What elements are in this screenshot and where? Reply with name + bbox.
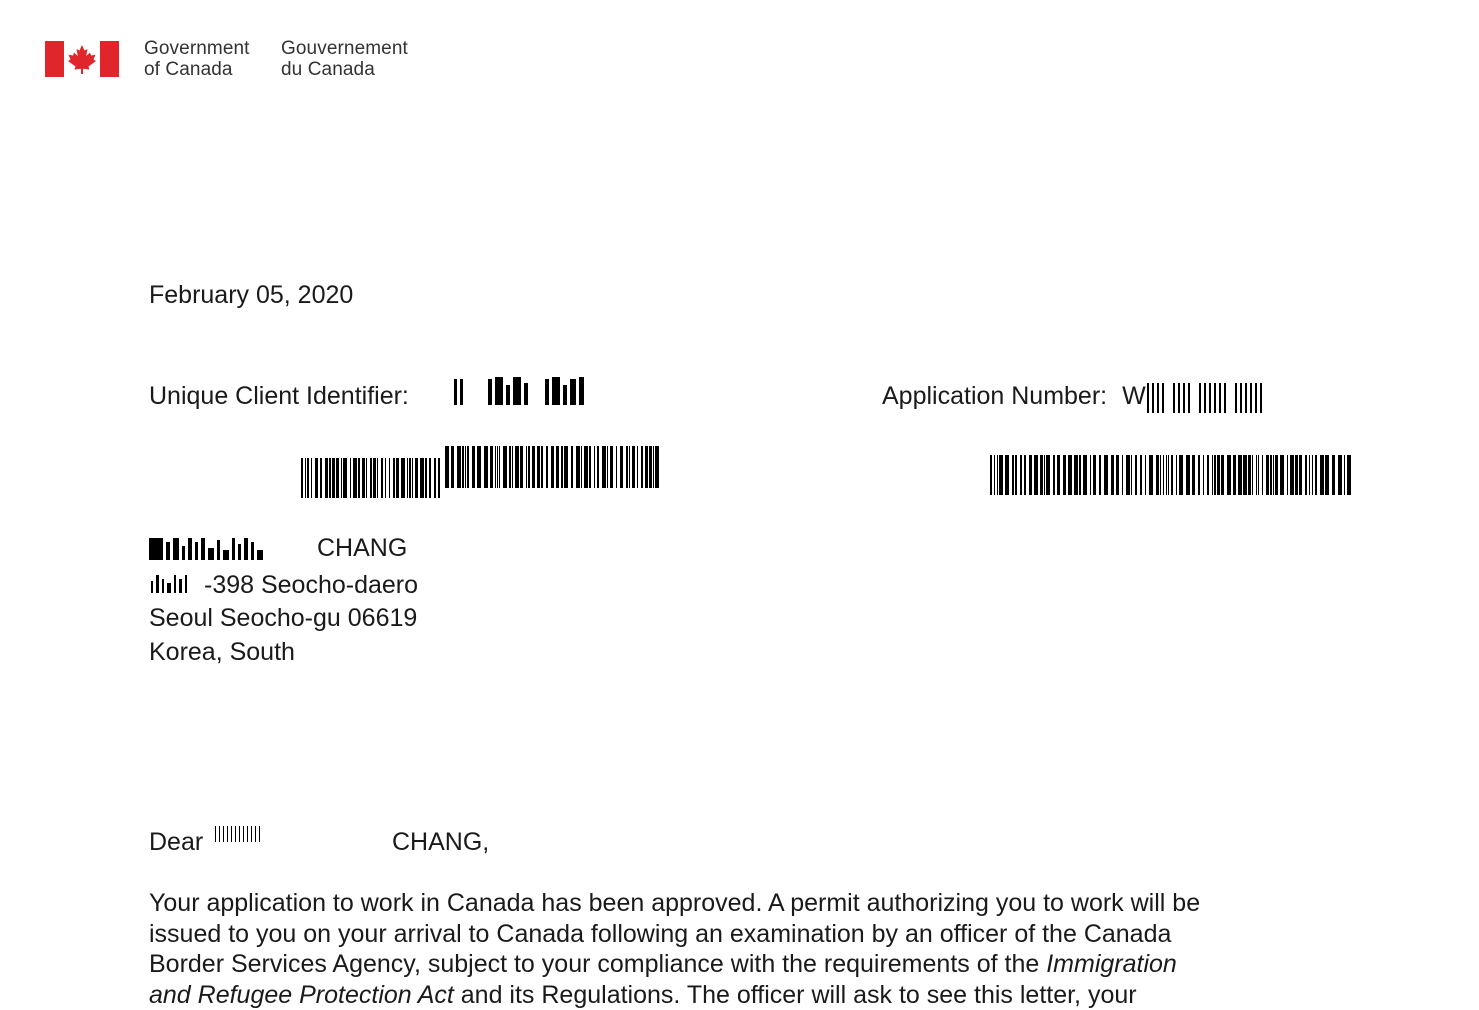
barcode-bar [332, 458, 335, 498]
salutation-surname: CHANG, [392, 827, 489, 857]
gov-en-line1: Government [144, 38, 250, 59]
address-city: Seoul Seocho-gu 06619 [149, 603, 417, 633]
barcode-bar [645, 446, 648, 488]
barcode-bar [1116, 455, 1119, 495]
barcode-bar [1243, 455, 1247, 495]
barcode-bar [434, 458, 436, 498]
application-number-label-text: Application Number: [882, 382, 1107, 410]
barcode-bar [305, 458, 306, 498]
barcode-bar [1131, 455, 1132, 495]
barcode-bar [1207, 455, 1209, 495]
barcode-bar [1266, 455, 1269, 495]
barcode-bar [1198, 455, 1200, 495]
barcode-bar [1135, 455, 1137, 495]
barcode-bar [584, 446, 588, 488]
barcode-bar [1295, 455, 1298, 495]
barcode-bar [472, 446, 475, 488]
salutation-given-name-redacted [215, 820, 260, 842]
barcode-bar [429, 458, 431, 498]
barcode-bar [556, 446, 559, 488]
barcode-bar [564, 446, 568, 488]
barcode-bar [353, 458, 357, 498]
barcode-bar [490, 446, 493, 488]
address-street: -398 Seocho-daero [204, 570, 418, 600]
barcode-bar [1012, 455, 1014, 495]
barcode-bar [377, 458, 378, 498]
barcode-bar [366, 458, 367, 498]
street-number-redacted [151, 573, 187, 593]
barcode-bar [546, 446, 548, 488]
uci-redacted-value [454, 377, 584, 405]
barcode-bar [1344, 455, 1345, 495]
barcode-bar [320, 458, 322, 498]
barcode-bar [465, 446, 466, 488]
barcode-bar [629, 446, 630, 488]
barcode-bar [425, 458, 427, 498]
barcode-bar [1149, 455, 1153, 495]
body-line-3 [149, 949, 1349, 980]
barcode-bar [597, 446, 599, 488]
barcode-bar [1034, 455, 1038, 495]
gov-en-line2: of Canada [144, 59, 250, 80]
barcode-bar [396, 458, 399, 498]
barcode-bar [415, 458, 418, 498]
barcode-bar [641, 446, 643, 488]
letter-date: February 05, 2020 [149, 280, 353, 310]
barcode-bar [409, 458, 411, 498]
barcode-bar [467, 446, 469, 488]
barcode-bar [655, 446, 659, 488]
given-name-redacted [149, 530, 263, 560]
barcode-bar [358, 458, 360, 498]
barcode-bar [1248, 455, 1251, 495]
barcode-bar [1192, 455, 1195, 495]
barcode-bar [1068, 455, 1072, 495]
barcode-bar [503, 446, 507, 488]
canada-flag-icon [45, 41, 119, 77]
barcode-bar [1145, 455, 1146, 495]
barcode-bar [1315, 455, 1317, 495]
barcode-bar [495, 446, 496, 488]
uci-barcode-left [301, 458, 441, 498]
barcode-bar [1046, 455, 1050, 495]
barcode-bar [1005, 455, 1009, 495]
barcode-bar [499, 446, 500, 488]
barcode-bar [307, 458, 309, 498]
barcode-bar [1044, 455, 1045, 495]
barcode-bar [1029, 455, 1032, 495]
barcode-bar [1111, 455, 1114, 495]
barcode-bar [1217, 455, 1220, 495]
barcode-bar [315, 458, 318, 498]
barcode-bar [1104, 455, 1108, 495]
barcode-bar [325, 458, 328, 498]
barcode-bar [370, 458, 372, 498]
barcode-bar [1083, 455, 1087, 495]
barcode-bar [1053, 455, 1055, 495]
barcode-bar [520, 446, 523, 488]
barcode-bar [1221, 455, 1224, 495]
act-title-refugee-protection: and Refugee Protection Act [149, 981, 454, 1009]
barcode-bar [1179, 455, 1183, 495]
barcode-bar [1227, 455, 1231, 495]
barcode-bar [420, 458, 424, 498]
barcode-bar [1057, 455, 1060, 495]
barcode-bar [457, 446, 461, 488]
barcode-bar [1186, 455, 1190, 495]
barcode-bar [512, 446, 513, 488]
barcode-bar [1287, 455, 1288, 495]
barcode-bar [594, 446, 595, 488]
body-line-3-text: Border Services Agency, subject to your compliance with the requirements of the [149, 950, 1046, 978]
barcode-bar [999, 455, 1003, 495]
barcode-bar [1258, 455, 1259, 495]
barcode-bar [626, 446, 628, 488]
barcode-bar [477, 446, 481, 488]
barcode-bar [1140, 455, 1142, 495]
act-title-immigration: Immigration [1046, 950, 1177, 978]
barcode-bar [637, 446, 638, 488]
barcode-bar [1203, 455, 1204, 495]
barcode-bar [1347, 455, 1351, 495]
barcode-bar [541, 446, 543, 488]
barcode-bar [571, 446, 573, 488]
barcode-bar [385, 458, 386, 498]
application-number-barcode [990, 455, 1352, 495]
barcode-bar [602, 446, 606, 488]
barcode-bar [1280, 455, 1284, 495]
barcode-bar [515, 446, 519, 488]
barcode-bar [1256, 455, 1257, 495]
uci-label: Unique Client Identifier: [149, 381, 409, 411]
barcode-bar [373, 458, 376, 498]
barcode-bar [412, 458, 413, 498]
barcode-bar [1171, 455, 1173, 495]
barcode-bar [990, 455, 992, 495]
barcode-bar [1299, 455, 1302, 495]
barcode-bar [1176, 455, 1177, 495]
barcode-bar [407, 458, 408, 498]
barcode-bar [1126, 455, 1130, 495]
barcode-bar [1160, 455, 1161, 495]
barcode-bar [1090, 455, 1091, 495]
addressee-surname: CHANG [317, 533, 407, 563]
barcode-bar [1015, 455, 1017, 495]
barcode-bar [1325, 455, 1329, 495]
barcode-bar [509, 446, 511, 488]
barcode-bar [1309, 455, 1310, 495]
barcode-bar [576, 446, 580, 488]
barcode-bar [528, 446, 530, 488]
barcode-bar [581, 446, 582, 488]
barcode-bar [484, 446, 488, 488]
barcode-bar [451, 446, 454, 488]
barcode-bar [329, 458, 331, 498]
uci-barcode-right [445, 446, 662, 488]
barcode-bar [362, 458, 365, 498]
barcode-bar [649, 446, 652, 488]
barcode-bar [389, 458, 390, 498]
barcode-bar [1338, 455, 1342, 495]
barcode-bar [497, 446, 498, 488]
barcode-bar [311, 458, 312, 498]
barcode-bar [341, 458, 342, 498]
barcode-bar [620, 446, 623, 488]
barcode-bar [1093, 455, 1096, 495]
application-number-redacted-value [1147, 379, 1262, 413]
address-country: Korea, South [149, 637, 295, 667]
barcode-bar [526, 446, 527, 488]
barcode-bar [343, 458, 347, 498]
barcode-bar [350, 458, 351, 498]
letter-body [149, 888, 1349, 1010]
barcode-bar [997, 455, 998, 495]
barcode-bar [1074, 455, 1078, 495]
barcode-bar [1168, 455, 1169, 495]
barcode-bar [532, 446, 535, 488]
barcode-bar [438, 458, 440, 498]
barcode-bar [1320, 455, 1324, 495]
barcode-bar [393, 458, 395, 498]
body-line-4-text: and its Regulations. The officer will ask to see this letter, your [454, 981, 1137, 1009]
barcode-bar [401, 458, 405, 498]
barcode-bar [610, 446, 613, 488]
body-line-2: issued to you on your arrival to Canada following an examination by an officer of the Canada [149, 919, 1349, 950]
barcode-bar [462, 446, 464, 488]
barcode-bar [301, 458, 303, 498]
barcode-bar [1099, 455, 1101, 495]
barcode-bar [1163, 455, 1164, 495]
barcode-bar [653, 446, 654, 488]
body-line-4 [149, 980, 1349, 1010]
barcode-bar [1020, 455, 1022, 495]
gov-fr-line2: du Canada [281, 59, 408, 80]
barcode-bar [1275, 455, 1278, 495]
barcode-bar [632, 446, 635, 488]
barcode-bar [1252, 455, 1253, 495]
body-line-1: Your application to work in Canada has been approved. A permit authorizing you to work will be [149, 888, 1349, 919]
barcode-bar [1233, 455, 1236, 495]
barcode-bar [1273, 455, 1274, 495]
canada-flag-svg [45, 41, 119, 77]
government-of-canada-wordmark [144, 38, 250, 80]
gouvernement-du-canada-wordmark [281, 38, 408, 80]
barcode-bar [1079, 455, 1081, 495]
barcode-bar [551, 446, 554, 488]
barcode-bar [616, 446, 617, 488]
barcode-bar [1238, 455, 1242, 495]
barcode-bar [1312, 455, 1313, 495]
barcode-bar [1040, 455, 1043, 495]
barcode-bar [1063, 455, 1066, 495]
barcode-bar [1305, 455, 1307, 495]
barcode-bar [1270, 455, 1272, 495]
barcode-bar [1212, 455, 1213, 495]
barcode-bar [1024, 455, 1026, 495]
barcode-bar [1332, 455, 1335, 495]
barcode-bar [336, 458, 339, 498]
barcode-bar [1156, 455, 1159, 495]
barcode-bar [1122, 455, 1123, 495]
barcode-bar [561, 446, 563, 488]
application-number-prefix: W [1122, 382, 1146, 410]
barcode-bar [1166, 455, 1167, 495]
barcode-bar [1262, 455, 1263, 495]
salutation-dear: Dear [149, 827, 203, 857]
barcode-bar [445, 446, 449, 488]
application-number-label [882, 381, 1146, 411]
barcode-bar [1290, 455, 1294, 495]
barcode-bar [589, 446, 591, 488]
barcode-bar [994, 455, 995, 495]
barcode-bar [537, 446, 540, 488]
barcode-bar [607, 446, 608, 488]
barcode-bar [381, 458, 383, 498]
gov-fr-line1: Gouvernement [281, 38, 408, 59]
barcode-bar [1214, 455, 1216, 495]
